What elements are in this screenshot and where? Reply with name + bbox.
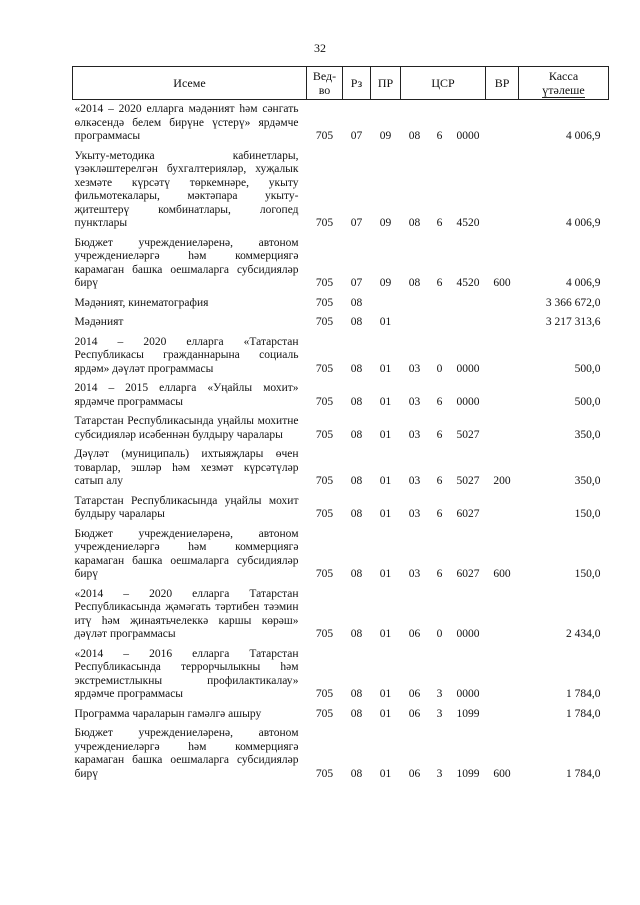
table-header-row: [73, 67, 609, 100]
table-row: [73, 313, 609, 333]
cell-csr-subprogram: 6: [436, 475, 443, 487]
cell-kassa: 4 006,9: [566, 277, 601, 289]
cell-csr-direction: [451, 313, 486, 333]
cell-kassa: 350,0: [574, 428, 601, 441]
cell-csr-direction: 6027: [456, 568, 480, 580]
header-csr: ЦСР: [401, 67, 486, 100]
cell-rz: 08: [350, 296, 363, 309]
cell-csr-program: 08: [408, 217, 421, 229]
cell-rz: 07: [350, 130, 363, 142]
cell-pr: 01: [379, 316, 392, 328]
cell-csr-program: 03: [408, 362, 421, 375]
cell-ved: 705: [315, 362, 334, 375]
cell-csr-program: 06: [408, 767, 421, 780]
cell-vr: [486, 333, 519, 380]
cell-csr-direction: 5027: [456, 475, 480, 487]
cell-csr-program: 06: [408, 707, 421, 720]
table-row: [73, 525, 609, 585]
cell-csr-program: [401, 313, 429, 333]
cell-csr-direction: 0000: [456, 628, 480, 640]
cell-name: [73, 445, 307, 492]
cell-csr-subprogram: 0: [436, 362, 443, 375]
cell-csr-program: 08: [408, 277, 421, 289]
budget-table-container: [72, 66, 608, 784]
cell-csr-subprogram: 0: [436, 628, 443, 640]
row-name-text: «2014 – 2020 елларга Татарстан Республикасында җәмәгать тәртибен тәэмин итү һәм җинаятьчелеккә каршы көрәш» дәүләт программасы: [74, 587, 299, 640]
cell-csr-direction: [451, 294, 486, 314]
cell-ved: 705: [315, 568, 334, 580]
table-row: [73, 333, 609, 380]
cell-ved: 705: [315, 688, 334, 700]
cell-pr: 01: [379, 508, 392, 520]
cell-ved: 705: [315, 277, 334, 289]
cell-ved: 705: [315, 130, 334, 142]
cell-ved: 705: [315, 508, 334, 520]
cell-vr: [486, 294, 519, 314]
cell-name: [73, 585, 307, 645]
cell-pr: 01: [379, 475, 392, 487]
cell-ved: 705: [315, 707, 334, 720]
row-name-text: Мәдәният: [74, 316, 124, 328]
cell-vr: 600: [493, 277, 511, 289]
cell-name: [73, 147, 307, 234]
header-kassa: [519, 67, 609, 100]
cell-vr: [486, 585, 519, 645]
cell-csr-subprogram: 6: [436, 428, 443, 441]
table-body: [73, 100, 609, 785]
cell-vr: [486, 379, 519, 412]
table-row: [73, 412, 609, 445]
row-name-text: Татарстан Республикасында уңайлы мохит булдыру чаралары: [74, 494, 299, 520]
cell-csr-direction: 0000: [456, 688, 480, 700]
table-row: [73, 445, 609, 492]
cell-ved: 705: [315, 628, 334, 640]
cell-pr: 01: [379, 688, 392, 700]
row-name-text: Бюджет учреждениеләренә, автоном учреждениеләргә һәм коммерциягә карамаган башка оешмаларга субсидияләр бирү: [74, 727, 299, 780]
cell-pr: 01: [379, 568, 392, 580]
table-row: [73, 100, 609, 147]
cell-csr-direction: 1099: [456, 767, 480, 780]
cell-pr: 01: [379, 395, 392, 408]
cell-csr-subprogram: 6: [436, 508, 443, 520]
cell-kassa: 500,0: [574, 395, 601, 408]
row-name-text: 2014 – 2015 елларга «Уңайлы мохит» ярдәмче программасы: [74, 382, 299, 408]
cell-name: [73, 645, 307, 705]
cell-csr-direction: 4520: [456, 217, 480, 229]
header-kassa-line1: Касса: [548, 68, 579, 83]
table-row: [73, 147, 609, 234]
cell-rz: 07: [350, 277, 363, 289]
header-pr: ПР: [371, 67, 401, 100]
cell-ved: 705: [315, 316, 334, 328]
header-rz: Рз: [343, 67, 371, 100]
cell-rz: 07: [350, 217, 363, 229]
cell-csr-subprogram: 6: [436, 130, 443, 142]
cell-name: [73, 234, 307, 294]
cell-pr: 01: [379, 628, 392, 640]
cell-pr: 09: [379, 277, 392, 289]
cell-name: [73, 379, 307, 412]
cell-name: [73, 313, 307, 333]
cell-csr-program: 03: [408, 568, 421, 580]
cell-csr-program: 03: [408, 428, 421, 441]
cell-ved: 705: [315, 296, 334, 309]
cell-csr-subprogram: 3: [436, 688, 443, 700]
page-number: 32: [314, 41, 326, 55]
cell-ved: 705: [315, 767, 334, 780]
cell-vr: [486, 147, 519, 234]
row-name-text: Дәүләт (муниципаль) ихтыяҗлары өчен товарлар, эшләр һәм хезмәт күрсәтүләр сатып алу: [74, 448, 299, 487]
cell-csr-program: 03: [408, 395, 421, 408]
cell-csr-subprogram: 3: [436, 767, 443, 780]
cell-vr: [486, 705, 519, 725]
cell-ved: 705: [315, 428, 334, 441]
cell-csr-program: 06: [408, 688, 421, 700]
cell-vr: [486, 313, 519, 333]
cell-pr: 01: [379, 767, 392, 780]
cell-kassa: 4 006,9: [566, 130, 601, 142]
header-ved: Вед-во: [307, 67, 343, 100]
cell-rz: 08: [350, 707, 363, 720]
cell-csr-subprogram: 6: [436, 217, 443, 229]
cell-csr-direction: 0000: [456, 362, 480, 375]
cell-kassa: 4 006,9: [566, 217, 601, 229]
row-name-text: «2014 – 2020 елларга мәдәният һәм сәнгать өлкәсендә белем бирүне үстерү» ярдәмче программасы: [74, 103, 299, 142]
row-name-text: Татарстан Республикасында уңайлы мохитне субсидияләр исәбеннән булдыру чаралары: [74, 415, 299, 441]
cell-rz: 08: [350, 395, 363, 408]
cell-vr: 600: [493, 767, 511, 780]
table-row: [73, 705, 609, 725]
cell-name: [73, 492, 307, 525]
cell-csr-program: 06: [408, 628, 421, 640]
cell-pr: 01: [379, 707, 392, 720]
cell-pr: 09: [379, 130, 392, 142]
cell-vr: [486, 645, 519, 705]
cell-csr-program: 03: [408, 475, 421, 487]
cell-csr-subprogram: [429, 294, 451, 314]
table-row: [73, 234, 609, 294]
cell-rz: 08: [350, 475, 363, 487]
table-row: [73, 585, 609, 645]
cell-ved: 705: [315, 395, 334, 408]
cell-csr-subprogram: 6: [436, 277, 443, 289]
cell-name: [73, 705, 307, 725]
cell-csr-subprogram: 3: [436, 707, 443, 720]
header-name: Исеме: [73, 67, 307, 100]
cell-name: [73, 412, 307, 445]
budget-table: [72, 66, 609, 784]
cell-name: [73, 100, 307, 147]
cell-csr-subprogram: 6: [436, 395, 443, 408]
table-row: [73, 294, 609, 314]
row-name-text: Бюджет учреждениеләренә, автоном учреждениеләргә һәм коммерциягә карамаган башка оешмаларга субсидияләр бирү: [74, 527, 299, 580]
cell-csr-direction: 1099: [456, 707, 480, 720]
cell-kassa: 1 784,0: [566, 707, 601, 720]
row-name-text: Укыту-методика кабинетлары, үзәкләштерелгән бухгалтерияләр, хуҗалык хезмәте күрсәтү төркемнәре, укыту фильмотекалары, мәктәпара укыту-җитештерү комбинатлары, логопед пунктлары: [74, 149, 299, 229]
cell-rz: 08: [350, 428, 363, 441]
cell-name: [73, 333, 307, 380]
cell-rz: 08: [350, 508, 363, 520]
cell-rz: 08: [350, 316, 363, 328]
cell-csr-direction: 6027: [456, 508, 480, 520]
cell-name: [73, 525, 307, 585]
cell-vr: [486, 412, 519, 445]
cell-kassa: 150,0: [574, 568, 601, 580]
cell-kassa: 2 434,0: [566, 628, 601, 640]
cell-csr-subprogram: 6: [436, 568, 443, 580]
cell-rz: 08: [350, 362, 363, 375]
cell-kassa: 3 217 313,6: [545, 316, 601, 328]
table-row: [73, 492, 609, 525]
cell-csr-direction: 5027: [456, 428, 480, 441]
cell-vr: [486, 100, 519, 147]
row-name-text: «2014 – 2016 елларга Татарстан Республикасында террорчылыкны һәм экстремистлыкны профилактикалау» ярдәмче программасы: [74, 647, 299, 700]
cell-csr-direction: 0000: [456, 395, 480, 408]
cell-rz: 08: [350, 568, 363, 580]
cell-csr-direction: 4520: [456, 277, 480, 289]
cell-kassa: 1 784,0: [566, 767, 601, 780]
cell-name: [73, 724, 307, 784]
cell-pr: [371, 294, 401, 314]
cell-vr: 600: [493, 568, 511, 580]
table-row: [73, 645, 609, 705]
header-kassa-line2: үтәлеше: [542, 82, 585, 97]
cell-csr-direction: 0000: [456, 130, 480, 142]
cell-csr-program: [401, 294, 429, 314]
table-row: [73, 379, 609, 412]
cell-csr-program: 03: [408, 508, 421, 520]
table-row: [73, 724, 609, 784]
cell-rz: 08: [350, 767, 363, 780]
cell-rz: 08: [350, 628, 363, 640]
cell-ved: 705: [315, 475, 334, 487]
cell-vr: [486, 492, 519, 525]
header-vr: ВР: [486, 67, 519, 100]
cell-vr: 200: [493, 475, 511, 487]
cell-name: [73, 294, 307, 314]
row-name-text: Мәдәният, кинематография: [74, 296, 209, 309]
cell-csr-program: 08: [408, 130, 421, 142]
cell-kassa: 3 366 672,0: [545, 296, 601, 309]
cell-kassa: 350,0: [574, 475, 601, 487]
cell-kassa: 1 784,0: [566, 688, 601, 700]
cell-ved: 705: [315, 217, 334, 229]
cell-rz: 08: [350, 688, 363, 700]
cell-csr-subprogram: [429, 313, 451, 333]
cell-kassa: 150,0: [574, 508, 601, 520]
cell-kassa: 500,0: [574, 362, 601, 375]
cell-pr: 01: [379, 428, 392, 441]
cell-pr: 01: [379, 362, 392, 375]
cell-pr: 09: [379, 217, 392, 229]
row-name-text: Бюджет учреждениеләренә, автоном учреждениеләргә һәм коммерциягә карамаган башка оешмаларга субсидияләр бирү: [74, 236, 299, 289]
row-name-text: Программа чараларын гамәлгә ашыру: [74, 707, 262, 720]
row-name-text: 2014 – 2020 елларга «Татарстан Республикасы гражданнарына социаль ярдәм» дәүләт программасы: [74, 335, 299, 375]
